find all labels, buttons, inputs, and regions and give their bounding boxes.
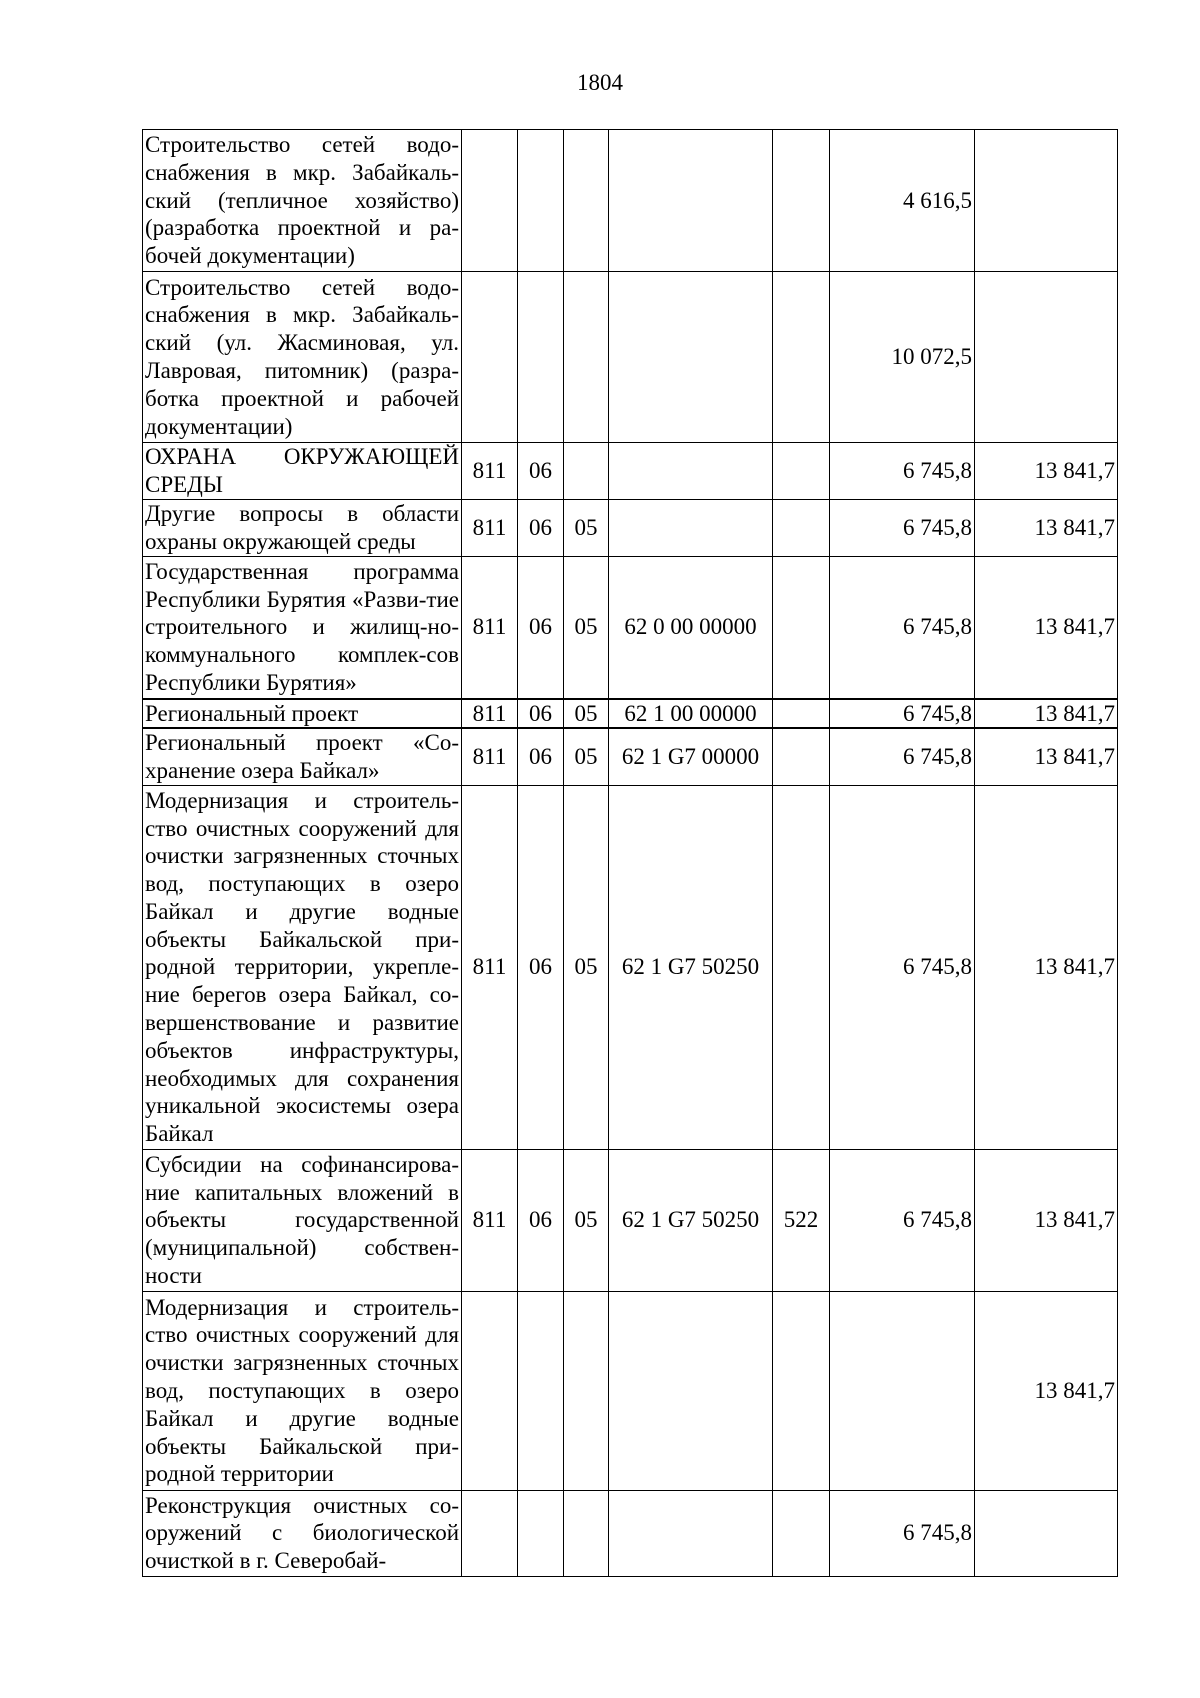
target-article-code: 62 0 00 00000	[609, 557, 773, 699]
ministry-code: 811	[462, 500, 518, 557]
subsection-code: 05	[564, 500, 609, 557]
table-row	[143, 699, 1118, 729]
subsection-code: 05	[564, 1149, 609, 1291]
table-row	[143, 130, 1118, 272]
amount-second	[975, 1490, 1118, 1576]
target-article-code	[609, 443, 773, 500]
target-article-code	[609, 130, 773, 272]
expense-type-code	[773, 272, 830, 443]
section-code: 06	[518, 699, 564, 729]
amount-first: 6 745,8	[830, 443, 975, 500]
target-article-code	[609, 500, 773, 557]
row-name: Модернизация и строитель-ство очистных сооружений для очистки загрязненных сточных вод, поступающих в озеро Байкал и другие водные объекты Байкальской при-родной территории, укрепле-ние берегов озера Байкал, со-вершенствование и развитие объектов инфраструктуры, необходимых для сохранения уникальной экосистемы озера Байкал	[143, 785, 462, 1149]
row-name: Модернизация и строитель-ство очистных сооружений для очистки загрязненных сточных вод, поступающих в озеро Байкал и другие водные объекты Байкальской при-родной территории	[143, 1291, 462, 1490]
subsection-code	[564, 1291, 609, 1490]
ministry-code: 811	[462, 1149, 518, 1291]
section-code: 06	[518, 1149, 564, 1291]
subsection-code: 05	[564, 785, 609, 1149]
ministry-code: 811	[462, 443, 518, 500]
row-name: Строительство сетей водо-снабжения в мкр. Забайкаль-ский (тепличное хозяйство) (разработка проектной и ра-бочей документации)	[143, 130, 462, 272]
expense-type-code	[773, 1490, 830, 1576]
amount-first: 6 745,8	[830, 1490, 975, 1576]
target-article-code: 62 1 00 00000	[609, 699, 773, 729]
target-article-code	[609, 1490, 773, 1576]
row-name: Другие вопросы в области охраны окружающей среды	[143, 500, 462, 557]
table-row	[143, 785, 1118, 1149]
target-article-code: 62 1 G7 00000	[609, 728, 773, 785]
amount-first: 6 745,8	[830, 500, 975, 557]
section-code	[518, 272, 564, 443]
budget-table	[142, 129, 1118, 1577]
target-article-code: 62 1 G7 50250	[609, 785, 773, 1149]
subsection-code	[564, 1490, 609, 1576]
table-row	[143, 1291, 1118, 1490]
section-code: 06	[518, 557, 564, 699]
amount-first: 4 616,5	[830, 130, 975, 272]
subsection-code	[564, 272, 609, 443]
row-name: Региональный проект	[143, 699, 462, 729]
amount-second: 13 841,7	[975, 443, 1118, 500]
amount-first: 6 745,8	[830, 728, 975, 785]
expense-type-code	[773, 785, 830, 1149]
ministry-code	[462, 1291, 518, 1490]
section-code: 06	[518, 728, 564, 785]
ministry-code	[462, 1490, 518, 1576]
section-code: 06	[518, 443, 564, 500]
subsection-code: 05	[564, 699, 609, 729]
section-code	[518, 130, 564, 272]
ministry-code: 811	[462, 557, 518, 699]
row-name: Государственная программа Республики Бурятия «Разви-тие строительного и жилищ-но-коммунального комплек-сов Республики Бурятия»	[143, 557, 462, 699]
row-name: Строительство сетей водо-снабжения в мкр. Забайкаль-ский (ул. Жасминовая, ул. Лавровая, питомник) (разра-ботка проектной и рабочей документации)	[143, 272, 462, 443]
expense-type-code	[773, 1291, 830, 1490]
section-code	[518, 1490, 564, 1576]
expense-type-code	[773, 130, 830, 272]
ministry-code: 811	[462, 785, 518, 1149]
table-row	[143, 1149, 1118, 1291]
amount-first	[830, 1291, 975, 1490]
expense-type-code: 522	[773, 1149, 830, 1291]
page-number: 1804	[577, 70, 623, 95]
amount-second: 13 841,7	[975, 1291, 1118, 1490]
section-code: 06	[518, 500, 564, 557]
table-row	[143, 443, 1118, 500]
row-name: Региональный проект «Со-хранение озера Байкал»	[143, 728, 462, 785]
amount-first: 6 745,8	[830, 699, 975, 729]
amount-first: 10 072,5	[830, 272, 975, 443]
amount-second	[975, 130, 1118, 272]
amount-first: 6 745,8	[830, 557, 975, 699]
ministry-code: 811	[462, 699, 518, 729]
amount-second	[975, 272, 1118, 443]
row-name: ОХРАНА ОКРУЖАЮЩЕЙ СРЕДЫ	[143, 443, 462, 500]
subsection-code	[564, 443, 609, 500]
amount-second: 13 841,7	[975, 500, 1118, 557]
row-name: Субсидии на софинансирова-ние капитальных вложений в объекты государственной (муниципальной) собствен-ности	[143, 1149, 462, 1291]
expense-type-code	[773, 557, 830, 699]
amount-second: 13 841,7	[975, 557, 1118, 699]
amount-second: 13 841,7	[975, 728, 1118, 785]
target-article-code	[609, 272, 773, 443]
expense-type-code	[773, 500, 830, 557]
ministry-code	[462, 130, 518, 272]
subsection-code: 05	[564, 728, 609, 785]
expense-type-code	[773, 443, 830, 500]
table-row	[143, 728, 1118, 785]
subsection-code	[564, 130, 609, 272]
amount-second: 13 841,7	[975, 1149, 1118, 1291]
target-article-code	[609, 1291, 773, 1490]
table-row	[143, 500, 1118, 557]
table-row	[143, 272, 1118, 443]
section-code: 06	[518, 785, 564, 1149]
section-code	[518, 1291, 564, 1490]
target-article-code: 62 1 G7 50250	[609, 1149, 773, 1291]
expense-type-code	[773, 699, 830, 729]
amount-second: 13 841,7	[975, 699, 1118, 729]
ministry-code	[462, 272, 518, 443]
amount-first: 6 745,8	[830, 1149, 975, 1291]
table-row	[143, 1490, 1118, 1576]
subsection-code: 05	[564, 557, 609, 699]
table-row	[143, 557, 1118, 699]
expense-type-code	[773, 728, 830, 785]
amount-first: 6 745,8	[830, 785, 975, 1149]
ministry-code: 811	[462, 728, 518, 785]
row-name: Реконструкция очистных со-оружений с биологической очисткой в г. Северобай-	[143, 1490, 462, 1576]
amount-second: 13 841,7	[975, 785, 1118, 1149]
